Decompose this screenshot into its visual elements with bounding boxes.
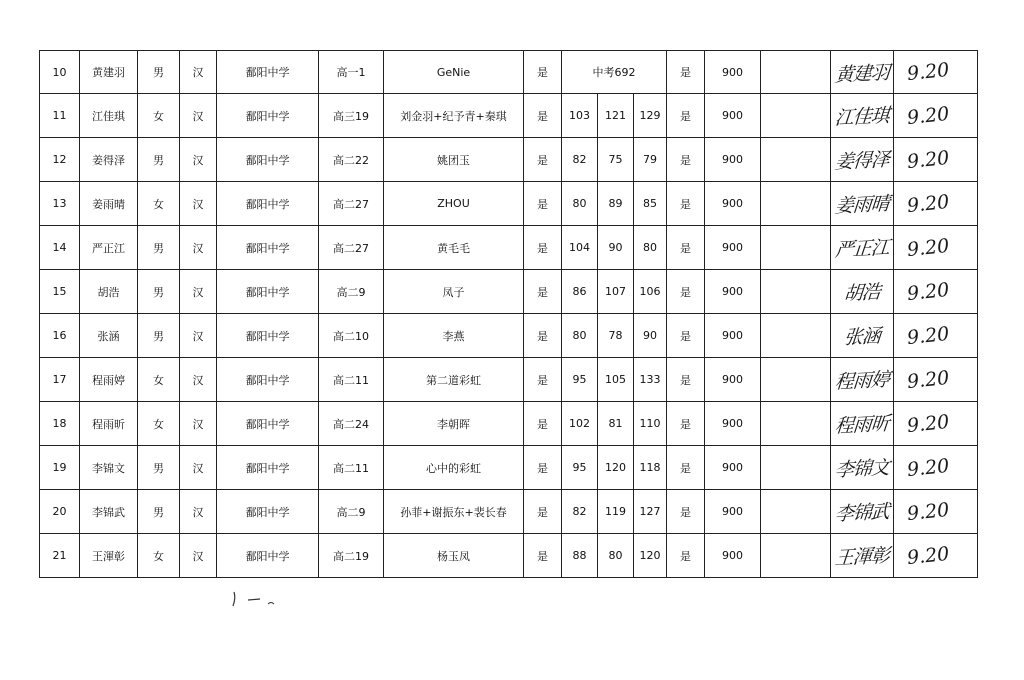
score-cell: 105 [598, 358, 634, 402]
signature-cell [831, 226, 894, 270]
school-cell: 鄱阳中学 [217, 534, 319, 578]
gender-cell: 女 [138, 94, 180, 138]
student-name-cell: 王渾彰 [80, 534, 138, 578]
score-cell: 107 [598, 270, 634, 314]
class-cell: 高二10 [319, 314, 384, 358]
score-cell: 79 [634, 138, 667, 182]
blank-cell [761, 51, 831, 94]
score-cell: 95 [562, 446, 598, 490]
handwritten-date: 9.20 [906, 366, 951, 393]
flag-cell: 是 [524, 138, 562, 182]
score-cell: 119 [598, 490, 634, 534]
signature-cell [831, 138, 894, 182]
date-cell [894, 490, 978, 534]
blank-cell [761, 534, 831, 578]
gender-cell: 男 [138, 51, 180, 94]
school-cell: 鄱阳中学 [217, 358, 319, 402]
flag2-cell: 是 [667, 446, 705, 490]
score-cell: 102 [562, 402, 598, 446]
stray-pen-marks [228, 588, 288, 612]
gender-cell: 女 [138, 358, 180, 402]
class-cell: 高一1 [319, 51, 384, 94]
table-row [40, 270, 978, 314]
handwritten-signature: 程雨婷 [833, 368, 890, 394]
row-number-cell: 17 [40, 358, 80, 402]
gender-cell: 男 [138, 270, 180, 314]
score-cell: 85 [634, 182, 667, 226]
ethnicity-cell: 汉 [180, 94, 217, 138]
flag2-cell: 是 [667, 94, 705, 138]
handwritten-date: 9.20 [906, 58, 951, 86]
ethnicity-cell: 汉 [180, 490, 217, 534]
student-name-cell: 程雨婷 [80, 358, 138, 402]
class-cell: 高二9 [319, 270, 384, 314]
score-cell: 118 [634, 446, 667, 490]
sponsor-cell: 刘金羽+纪予青+秦琪 [384, 94, 524, 138]
flag-cell: 是 [524, 446, 562, 490]
ethnicity-cell: 汉 [180, 182, 217, 226]
sponsor-cell: 姚团玉 [384, 138, 524, 182]
ethnicity-cell: 汉 [180, 446, 217, 490]
class-cell: 高二27 [319, 226, 384, 270]
row-number-cell: 20 [40, 490, 80, 534]
handwritten-signature: 姜得泽 [833, 148, 890, 174]
school-cell: 鄱阳中学 [217, 402, 319, 446]
gender-cell: 女 [138, 402, 180, 446]
row-number-cell: 21 [40, 534, 80, 578]
score-cell: 82 [562, 490, 598, 534]
student-name-cell: 程雨昕 [80, 402, 138, 446]
row-number-cell: 10 [40, 51, 80, 94]
score-cell: 75 [598, 138, 634, 182]
class-cell: 高二19 [319, 534, 384, 578]
ethnicity-cell: 汉 [180, 226, 217, 270]
student-name-cell: 李锦武 [80, 490, 138, 534]
blank-cell [761, 358, 831, 402]
flag-cell: 是 [524, 490, 562, 534]
student-name-cell: 胡浩 [80, 270, 138, 314]
flag-cell: 是 [524, 182, 562, 226]
score-cell: 121 [598, 94, 634, 138]
school-cell: 鄱阳中学 [217, 94, 319, 138]
ethnicity-cell: 汉 [180, 358, 217, 402]
row-number-cell: 14 [40, 226, 80, 270]
row-number-cell: 11 [40, 94, 80, 138]
blank-cell [761, 402, 831, 446]
row-number-cell: 15 [40, 270, 80, 314]
handwritten-signature: 江佳琪 [833, 104, 890, 130]
score-cell: 80 [562, 182, 598, 226]
sponsor-cell: ZHOU [384, 182, 524, 226]
table-body [40, 51, 978, 578]
score-cell: 133 [634, 358, 667, 402]
gender-cell: 女 [138, 534, 180, 578]
flag2-cell: 是 [667, 534, 705, 578]
class-cell: 高二11 [319, 358, 384, 402]
exam-note-cell: 中考692 [562, 51, 667, 94]
amount-cell: 900 [705, 446, 761, 490]
table-row [40, 446, 978, 490]
score-cell: 90 [634, 314, 667, 358]
gender-cell: 男 [138, 226, 180, 270]
amount-cell: 900 [705, 94, 761, 138]
flag-cell: 是 [524, 94, 562, 138]
signature-cell [831, 358, 894, 402]
ethnicity-cell: 汉 [180, 51, 217, 94]
blank-cell [761, 446, 831, 490]
table-row [40, 182, 978, 226]
gender-cell: 男 [138, 138, 180, 182]
school-cell: 鄱阳中学 [217, 51, 319, 94]
row-number-cell: 18 [40, 402, 80, 446]
blank-cell [761, 138, 831, 182]
sponsor-cell: 李朝晖 [384, 402, 524, 446]
signature-cell [831, 314, 894, 358]
sponsor-cell: 心中的彩虹 [384, 446, 524, 490]
table-row [40, 51, 978, 94]
signature-cell [831, 534, 894, 578]
handwritten-signature: 李锦文 [833, 456, 890, 482]
gender-cell: 男 [138, 490, 180, 534]
blank-cell [761, 94, 831, 138]
flag-cell: 是 [524, 51, 562, 94]
date-cell [894, 314, 978, 358]
amount-cell: 900 [705, 534, 761, 578]
date-cell [894, 182, 978, 226]
table-row [40, 490, 978, 534]
score-cell: 88 [562, 534, 598, 578]
date-cell [894, 534, 978, 578]
ethnicity-cell: 汉 [180, 534, 217, 578]
student-name-cell: 严正江 [80, 226, 138, 270]
handwritten-signature: 王渾彰 [833, 544, 890, 570]
blank-cell [761, 490, 831, 534]
ethnicity-cell: 汉 [180, 402, 217, 446]
score-cell: 78 [598, 314, 634, 358]
gender-cell: 女 [138, 182, 180, 226]
amount-cell: 900 [705, 182, 761, 226]
handwritten-date: 9.20 [906, 454, 951, 481]
score-cell: 82 [562, 138, 598, 182]
amount-cell: 900 [705, 358, 761, 402]
amount-cell: 900 [705, 314, 761, 358]
student-name-cell: 黄建羽 [80, 51, 138, 94]
score-cell: 106 [634, 270, 667, 314]
handwritten-signature: 李锦武 [833, 500, 890, 526]
student-name-cell: 张涵 [80, 314, 138, 358]
blank-cell [761, 314, 831, 358]
score-cell: 95 [562, 358, 598, 402]
sponsor-cell: GeNie [384, 51, 524, 94]
flag2-cell: 是 [667, 270, 705, 314]
flag2-cell: 是 [667, 490, 705, 534]
ethnicity-cell: 汉 [180, 138, 217, 182]
student-name-cell: 李锦文 [80, 446, 138, 490]
school-cell: 鄱阳中学 [217, 138, 319, 182]
score-cell: 127 [634, 490, 667, 534]
row-number-cell: 16 [40, 314, 80, 358]
sponsor-cell: 黄毛毛 [384, 226, 524, 270]
handwritten-signature: 胡浩 [842, 281, 881, 306]
flag2-cell: 是 [667, 314, 705, 358]
handwritten-signature: 严正江 [833, 236, 890, 262]
blank-cell [761, 226, 831, 270]
signature-cell [831, 490, 894, 534]
ethnicity-cell: 汉 [180, 314, 217, 358]
score-cell: 120 [634, 534, 667, 578]
table-row [40, 226, 978, 270]
signature-cell [831, 270, 894, 314]
date-cell [894, 226, 978, 270]
school-cell: 鄱阳中学 [217, 490, 319, 534]
date-cell [894, 51, 978, 94]
class-cell: 高二9 [319, 490, 384, 534]
sponsor-cell: 李燕 [384, 314, 524, 358]
flag2-cell: 是 [667, 226, 705, 270]
flag2-cell: 是 [667, 358, 705, 402]
score-cell: 110 [634, 402, 667, 446]
score-cell: 89 [598, 182, 634, 226]
signature-cell [831, 51, 894, 94]
score-cell: 80 [562, 314, 598, 358]
school-cell: 鄱阳中学 [217, 446, 319, 490]
signature-cell [831, 182, 894, 226]
school-cell: 鄱阳中学 [217, 182, 319, 226]
date-cell [894, 138, 978, 182]
school-cell: 鄱阳中学 [217, 270, 319, 314]
amount-cell: 900 [705, 138, 761, 182]
school-cell: 鄱阳中学 [217, 226, 319, 270]
row-number-cell: 12 [40, 138, 80, 182]
amount-cell: 900 [705, 51, 761, 94]
class-cell: 高二22 [319, 138, 384, 182]
handwritten-signature: 张涵 [842, 325, 881, 350]
flag-cell: 是 [524, 358, 562, 402]
row-number-cell: 19 [40, 446, 80, 490]
handwritten-date: 9.20 [906, 542, 951, 569]
table-row [40, 402, 978, 446]
handwritten-date: 9.20 [906, 498, 951, 525]
handwritten-date: 9.20 [906, 410, 951, 437]
date-cell [894, 94, 978, 138]
sponsor-cell: 孙菲+谢振东+裴长春 [384, 490, 524, 534]
signature-cell [831, 94, 894, 138]
table-row [40, 314, 978, 358]
blank-cell [761, 270, 831, 314]
class-cell: 高三19 [319, 94, 384, 138]
score-cell: 104 [562, 226, 598, 270]
table-row [40, 94, 978, 138]
handwritten-signature: 姜雨晴 [833, 192, 890, 218]
sponsor-cell: 第二道彩虹 [384, 358, 524, 402]
sponsor-cell: 杨玉凤 [384, 534, 524, 578]
class-cell: 高二24 [319, 402, 384, 446]
blank-cell [761, 182, 831, 226]
gender-cell: 男 [138, 314, 180, 358]
student-name-cell: 姜雨晴 [80, 182, 138, 226]
handwritten-date: 9.20 [906, 278, 951, 305]
student-name-cell: 江佳琪 [80, 94, 138, 138]
date-cell [894, 270, 978, 314]
flag-cell: 是 [524, 402, 562, 446]
flag2-cell: 是 [667, 51, 705, 94]
date-cell [894, 402, 978, 446]
class-cell: 高二27 [319, 182, 384, 226]
signature-cell [831, 402, 894, 446]
date-cell [894, 358, 978, 402]
gender-cell: 男 [138, 446, 180, 490]
score-cell: 90 [598, 226, 634, 270]
handwritten-date: 9.20 [906, 102, 951, 129]
date-cell [894, 446, 978, 490]
handwritten-signature: 程雨昕 [833, 412, 890, 438]
score-cell: 86 [562, 270, 598, 314]
flag2-cell: 是 [667, 402, 705, 446]
score-cell: 103 [562, 94, 598, 138]
handwritten-date: 9.20 [906, 234, 951, 261]
amount-cell: 900 [705, 270, 761, 314]
class-cell: 高二11 [319, 446, 384, 490]
signature-cell [831, 446, 894, 490]
amount-cell: 900 [705, 226, 761, 270]
amount-cell: 900 [705, 490, 761, 534]
flag2-cell: 是 [667, 138, 705, 182]
handwritten-date: 9.20 [906, 146, 951, 173]
school-cell: 鄱阳中学 [217, 314, 319, 358]
flag-cell: 是 [524, 314, 562, 358]
score-cell: 129 [634, 94, 667, 138]
handwritten-signature: 黄建羽 [833, 61, 890, 86]
table-row [40, 138, 978, 182]
flag-cell: 是 [524, 270, 562, 314]
score-cell: 81 [598, 402, 634, 446]
score-cell: 120 [598, 446, 634, 490]
student-name-cell: 姜得泽 [80, 138, 138, 182]
table-row [40, 534, 978, 578]
flag-cell: 是 [524, 534, 562, 578]
table-row [40, 358, 978, 402]
score-cell: 80 [598, 534, 634, 578]
handwritten-date: 9.20 [906, 190, 951, 217]
score-cell: 80 [634, 226, 667, 270]
sponsor-cell: 凤子 [384, 270, 524, 314]
ethnicity-cell: 汉 [180, 270, 217, 314]
student-aid-table [39, 50, 978, 578]
flag-cell: 是 [524, 226, 562, 270]
amount-cell: 900 [705, 402, 761, 446]
handwritten-date: 9.20 [906, 322, 951, 349]
flag2-cell: 是 [667, 182, 705, 226]
row-number-cell: 13 [40, 182, 80, 226]
